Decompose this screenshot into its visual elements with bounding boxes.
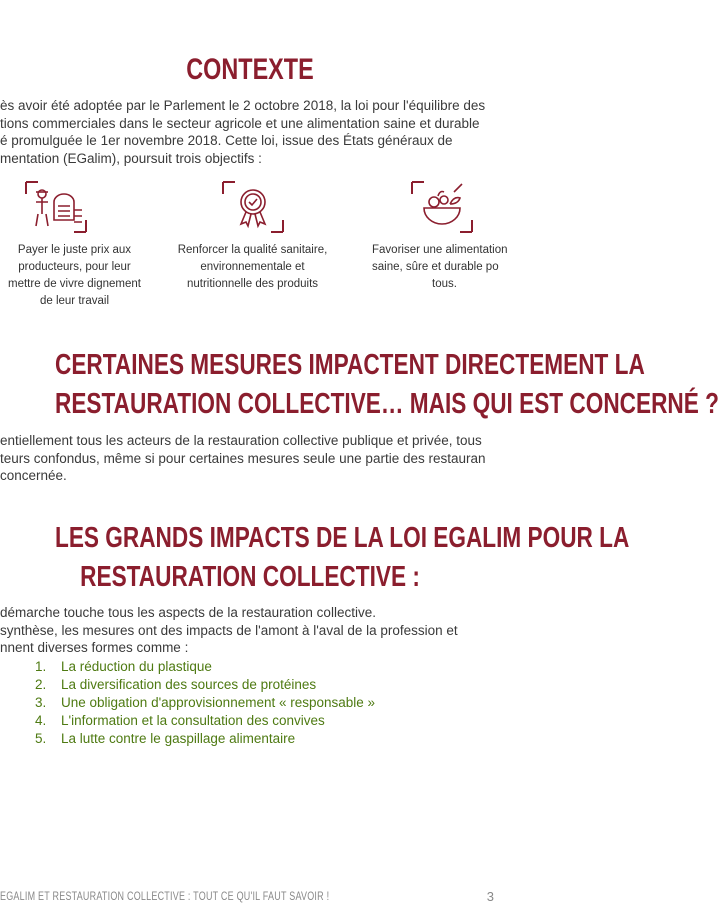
paragraph-line: nnent diverses formes comme : <box>0 640 189 655</box>
mesures-title-line-1: CERTAINES MESURES IMPACTENT DIRECTEMENT LA <box>55 349 645 381</box>
page-number: 3 <box>486 889 494 904</box>
mesures-title-line-2: RESTAURATION COLLECTIVE… MAIS QUI EST CONCERNÉ ? <box>55 388 719 420</box>
contexte-title: CONTEXTE <box>186 53 314 86</box>
list-item-text: L'information et la consultation des convives <box>61 713 325 728</box>
impacts-paragraph <box>0 604 458 657</box>
objectif-caption-1 <box>0 242 162 310</box>
farmer-icon <box>24 180 88 234</box>
list-item-text: La diversification des sources de protéines <box>61 677 317 692</box>
list-item-number: 5. <box>35 731 47 746</box>
mesures-paragraph <box>0 432 486 485</box>
paragraph-line: entiellement tous les acteurs de la restauration collective publique et privée, tous <box>0 433 482 448</box>
salad-bowl-icon <box>410 180 474 234</box>
objectif-caption-2 <box>165 242 340 293</box>
impacts-title-line-1: LES GRANDS IMPACTS DE LA LOI EGALIM POUR LA <box>55 522 630 554</box>
impacts-title-line-2: RESTAURATION COLLECTIVE : <box>80 561 420 593</box>
list-item-number: 3. <box>35 695 47 710</box>
quality-seal-icon <box>221 180 285 234</box>
caption-line: mettre de vivre dignement <box>8 278 141 290</box>
list-item <box>35 694 375 712</box>
caption-line: producteurs, pour leur <box>18 261 131 273</box>
paragraph-line: ès avoir été adoptée par le Parlement le 2 octobre 2018, la loi pour l'équilibre des <box>0 98 486 113</box>
list-item-text: La réduction du plastique <box>61 659 212 674</box>
paragraph-line: tions commerciales dans le secteur agricole et une alimentation saine et durable <box>0 115 480 131</box>
caption-line: Favoriser une alimentation <box>372 244 508 256</box>
list-item <box>35 658 375 676</box>
paragraph-line: démarche touche tous les aspects de la restauration collective. <box>0 605 376 620</box>
list-item <box>35 712 375 730</box>
caption-line: Payer le juste prix aux <box>17 244 132 256</box>
caption-line: environnementale et <box>200 261 305 273</box>
contexte-paragraph <box>0 97 485 167</box>
caption-line: de leur travail <box>39 295 110 307</box>
paragraph-line: mentation (EGalim), poursuit trois objectifs : <box>0 150 262 166</box>
paragraph-line: é promulguée le 1er novembre 2018. Cette loi, issue des États généraux de <box>0 133 453 148</box>
caption-line: Renforcer la qualité sanitaire, <box>177 244 328 256</box>
list-item-number: 1. <box>35 659 47 674</box>
objectif-caption-3 <box>360 242 537 293</box>
list-item-number: 2. <box>35 677 47 692</box>
list-item-text: Une obligation d'approvisionnement « responsable » <box>61 695 376 710</box>
caption-line: tous. <box>432 278 457 290</box>
list-item-text: La lutte contre le gaspillage alimentaire <box>61 731 296 746</box>
list-item <box>35 730 375 748</box>
list-item-number: 4. <box>35 713 47 728</box>
paragraph-line: teurs confondus, même si pour certaines mesures seule une partie des restauran <box>0 450 486 466</box>
footer-title: EGALIM ET RESTAURATION COLLECTIVE : TOUT CE QU'IL FAUT SAVOIR ! <box>0 891 330 903</box>
list-item <box>35 676 375 694</box>
paragraph-line: synthèse, les mesures ont des impacts de l'amont à l'aval de la profession et <box>0 622 458 638</box>
impacts-list <box>35 658 375 748</box>
caption-line: saine, sûre et durable po <box>372 261 499 273</box>
caption-line: nutritionnelle des produits <box>186 278 319 290</box>
paragraph-line: concernée. <box>0 468 67 483</box>
